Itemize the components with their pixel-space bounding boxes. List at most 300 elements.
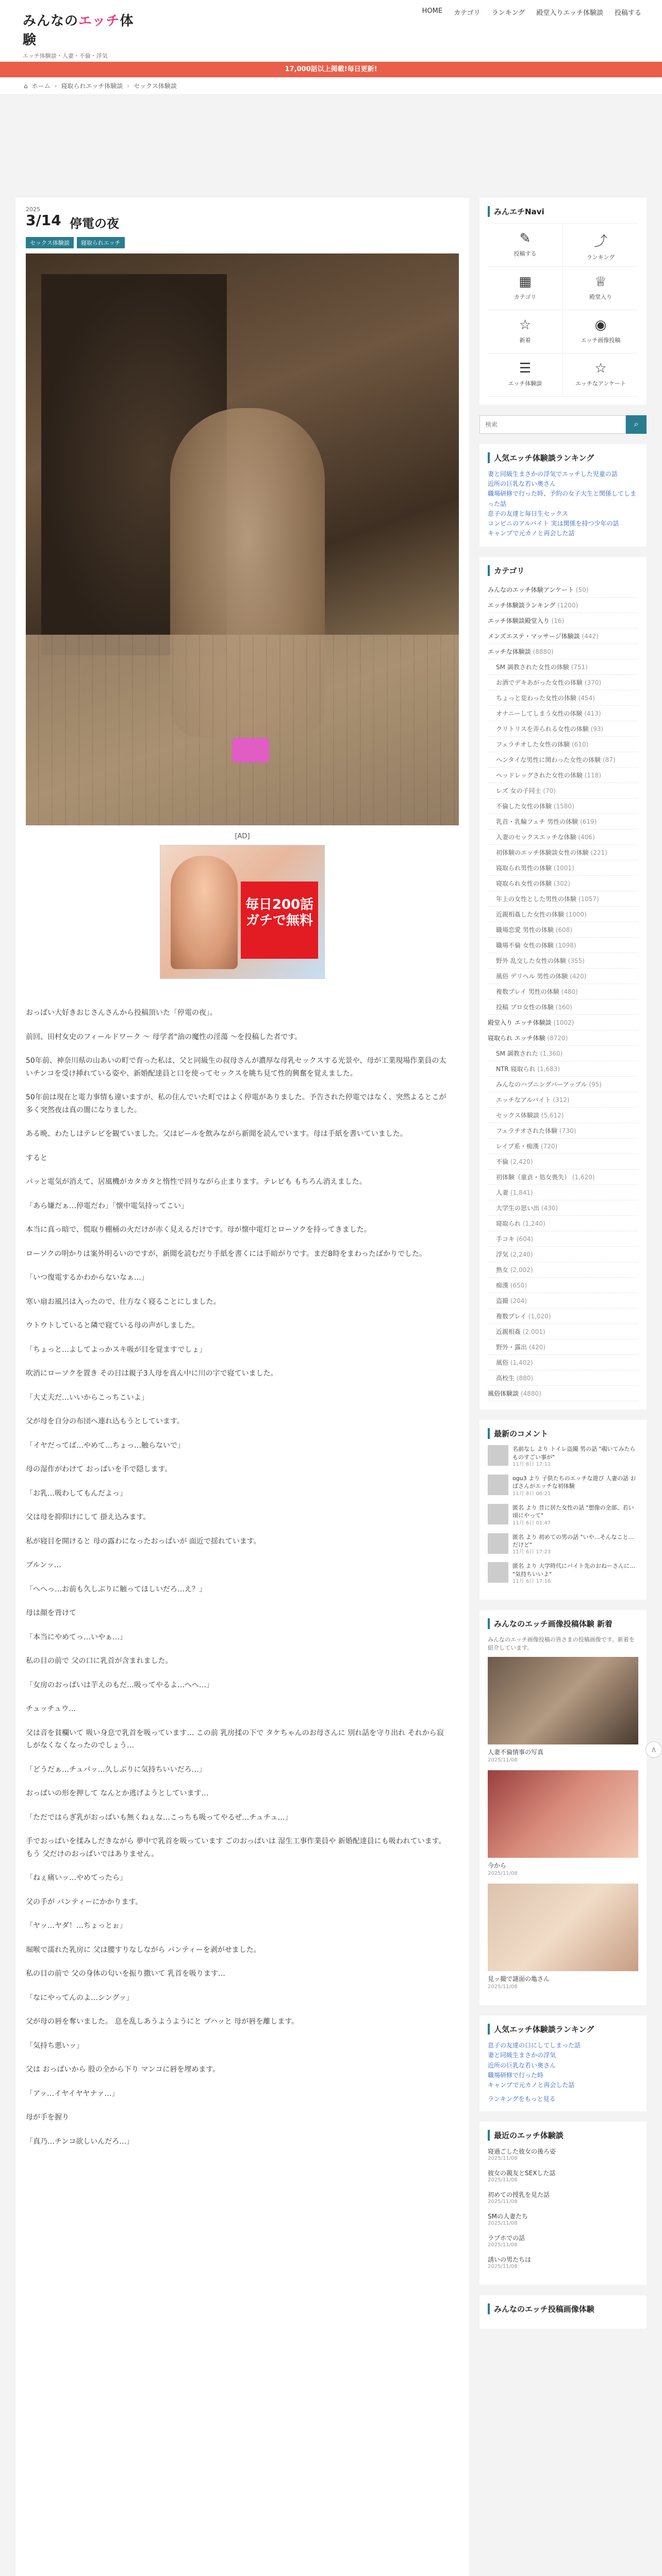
category-count: (1057): [578, 895, 599, 903]
nav-widget-title: みんエチNavi: [488, 206, 638, 217]
photo-title[interactable]: 人妻不倫情事の写真: [488, 1749, 544, 1756]
category-name: 熟女: [496, 1266, 509, 1274]
category-item[interactable]: [488, 1386, 638, 1401]
category-name: 浮気: [496, 1251, 509, 1259]
article-paragraph: 「ねぇ痛いッ…やめてったら」: [26, 1874, 127, 1882]
nav-item-icon: ♕: [594, 274, 607, 290]
comment-body: [512, 1504, 638, 1527]
category-name: お酒でデキあがった女性の体験: [496, 679, 583, 687]
article-paragraph: パッと電気が消えて、居風機がカタカタと惰性で回りながら止まります。テレビも もちろん消えました。: [26, 1178, 367, 1186]
category-item[interactable]: [488, 1092, 638, 1108]
sidebar: [479, 198, 647, 2339]
breadcrumb-separator: ›: [127, 82, 130, 90]
category-count: (1200): [557, 602, 578, 609]
category-count: (1580): [553, 803, 574, 810]
site-logo[interactable]: [23, 10, 141, 59]
ad-banner[interactable]: [160, 845, 325, 979]
category-item[interactable]: [488, 644, 638, 659]
category-count: (160): [555, 1004, 572, 1011]
page-top-button[interactable]: ∧: [646, 1741, 662, 1758]
category-count: (454): [578, 694, 595, 702]
category-name: みんなのエッチ体験アンケート: [488, 586, 574, 594]
category-name: 殿堂入り エッチ体験談: [488, 1019, 552, 1027]
site-header: [0, 0, 662, 62]
category-name: エッチな体験談: [488, 648, 531, 656]
category-item[interactable]: [488, 984, 638, 999]
avatar: [488, 1533, 508, 1554]
category-name: セックス体験談: [496, 1112, 539, 1120]
breadcrumb-subcategory[interactable]: セックス体験談: [134, 82, 177, 90]
nav-home[interactable]: HOME: [422, 7, 443, 15]
category-count: (1,620): [572, 1174, 595, 1181]
nav-submit[interactable]: 投稿する: [614, 9, 641, 17]
article-paragraph: 父が母の唇を奪いました。 息を乱しあうようようにと ブハッと 母が唇を離します。: [26, 2018, 299, 2026]
category-count: (1000): [566, 911, 587, 919]
category-count: (420): [570, 973, 587, 980]
category-item[interactable]: [488, 752, 638, 768]
category-name: 不倫: [496, 1158, 509, 1166]
category-count: (1,020): [528, 1313, 551, 1320]
post-tags: [26, 237, 125, 248]
category-item[interactable]: [488, 953, 638, 969]
article-paragraph: 私の目の前で 父の口に乳首が含まれました。: [26, 1657, 173, 1665]
category-item[interactable]: [488, 1324, 638, 1340]
category-item[interactable]: [488, 1355, 638, 1370]
ad-figure: [171, 856, 238, 969]
category-name: 職場恋愛 男性の体験: [496, 926, 554, 934]
category-item[interactable]: [488, 1370, 638, 1386]
category-item[interactable]: [488, 721, 638, 737]
category-name: 複数プレイ: [496, 1313, 526, 1320]
category-item[interactable]: [488, 768, 638, 783]
category-item[interactable]: [488, 829, 638, 845]
tag-ntr[interactable]: 寝取られエッチ: [77, 237, 125, 248]
article-paragraph: 「イヤだってば…やめて…ちょっ…触らないで」: [26, 1441, 185, 1450]
category-item[interactable]: [488, 1200, 638, 1216]
article-paragraph: 50年前、神奈川県の山あいの町で育った私は、父と同級生の叔母さんが濃厚な母乳セックスする光景や、母が工業現場作業員の太いチンコを受け挿れている姿や、新婚配達員と口を使ってセックスを眺ち見て性的興奮を覚えました。: [26, 1057, 446, 1078]
recent-comments-list: [488, 1445, 638, 1585]
category-name: 風俗: [496, 1359, 509, 1367]
category-count: (730): [559, 1127, 576, 1135]
photo-thumbnail[interactable]: [488, 1770, 638, 1858]
latest-post-date: 2025/11/08: [488, 2177, 518, 2183]
article-paragraph: 「ちょっと…よしてよっかスキ吸が目を覚ますでしょ」: [26, 1345, 207, 1354]
category-item[interactable]: [488, 860, 638, 876]
category-item[interactable]: [488, 1309, 638, 1324]
comment-time: 11月 8日 06:21: [512, 1490, 551, 1497]
category-item[interactable]: [488, 1154, 638, 1170]
ranking-link[interactable]: キャンプで元カノと再会した話: [488, 2081, 575, 2089]
category-name: 乳首・乳輪フェチ 男性の体験: [496, 818, 578, 826]
photo-widget: [479, 1610, 647, 2005]
category-item[interactable]: [488, 1123, 638, 1139]
category-item[interactable]: [488, 1077, 638, 1092]
nav-hall-of-fame[interactable]: 殿堂入りエッチ体験談: [536, 9, 603, 17]
comment-text: 名前なし より トイレ盗撮 男の話 "覗いてみたらものすごい事が": [512, 1446, 636, 1461]
category-item[interactable]: [488, 1293, 638, 1309]
comment-body: [512, 1475, 638, 1498]
latest-post-link[interactable]: 初めての授乳を見た話: [488, 2191, 550, 2199]
category-item[interactable]: [488, 907, 638, 922]
article-paragraph: 母が手を握り: [26, 2113, 69, 2122]
nav-item-icon: ☆: [594, 361, 607, 376]
category-item[interactable]: [488, 1247, 638, 1262]
category-count: (2,002): [510, 1266, 533, 1274]
photo-thumbnail[interactable]: [488, 1884, 638, 1971]
comment-time: 11月 6日 17:23: [512, 1549, 551, 1555]
nav-item-label: エッチ体験談: [508, 380, 542, 387]
category-name: 年上の女性とした男性の体験: [496, 895, 577, 903]
category-count: (87): [603, 756, 616, 764]
category-name: エッチ体験談ランキング: [488, 602, 556, 609]
nav-item-label: エッチ画像投稿: [581, 337, 621, 344]
category-item[interactable]: [488, 1262, 638, 1278]
category-count: (204): [510, 1297, 527, 1305]
category-count: (420): [528, 1344, 546, 1351]
comment-body: [512, 1562, 638, 1585]
article-paragraph: 「あら嫌だぁ…停電だわ」「懐中電気持ってこい」: [26, 1201, 188, 1210]
logo-accent: エッチ: [78, 13, 120, 29]
category-item[interactable]: [488, 1030, 638, 1046]
hero-tatami: [26, 635, 459, 825]
category-count: (430): [541, 1205, 558, 1212]
category-item[interactable]: [488, 1185, 638, 1200]
article-paragraph: 「大丈夫だ…いいからこっちこいよ」: [26, 1393, 148, 1402]
category-name: 初体験（童貞・処女喪失）: [496, 1174, 571, 1181]
article-paragraph: ローソクの明かりは案外明るいのですが、新聞を読むだり手紙を書くには手暗がりです。まだ8時をまわったばかりでした。: [26, 1249, 426, 1258]
category-item[interactable]: [488, 690, 638, 706]
category-name: SM 調教された女性の体験: [496, 664, 569, 671]
category-name: エッチ体験談殿堂入り: [488, 617, 550, 625]
nav-item-icon: ▦: [519, 274, 532, 290]
category-name: ヘンタイな男性に関わった女性の体験: [496, 756, 601, 764]
category-item[interactable]: [488, 1061, 638, 1077]
category-count: (610): [572, 741, 589, 749]
ranking-title: 人気エッチ体験談ランキング: [488, 452, 638, 463]
comment-text: ogu3 より 子供たちのエッチな遊び 人妻の話 おばさんがエッチな初体験: [512, 1475, 636, 1490]
nav-item[interactable]: [488, 267, 563, 310]
breadcrumb-home[interactable]: ホーム: [31, 82, 51, 90]
category-item[interactable]: [488, 1231, 638, 1247]
category-item[interactable]: [488, 938, 638, 953]
comment-time: 11月 8日 17:11: [512, 1462, 551, 1468]
nav-item[interactable]: [563, 224, 638, 267]
ranking-link[interactable]: 近所の巨乳な若い奥さん: [488, 480, 556, 488]
nav-ranking[interactable]: ランキング: [491, 9, 525, 17]
article-paragraph: 母の湿作がわけて おっぱいを手で隠します。: [26, 1465, 172, 1473]
article-paragraph: おっぱい大好きおじさんさんから投稿頂いた「停電の夜」。: [26, 1009, 217, 1017]
nav-category[interactable]: カテゴリ: [454, 9, 481, 17]
recent-comment[interactable]: [488, 1562, 638, 1585]
photo-widget-desc: みんなのエッチ画像投稿の皆さまの投稿画像です。新着を紹介しています。: [488, 1636, 635, 1652]
category-item[interactable]: [488, 1278, 638, 1293]
recent-comment[interactable]: [488, 1504, 638, 1527]
ranking-link[interactable]: 息子の友達と毎日生セックス: [488, 510, 568, 517]
comment-body: [512, 1533, 638, 1556]
category-name: 野外 乱交した女性の体験: [496, 957, 566, 965]
article-paragraph: 前回、田村女史のフィールドワーク 〜 母学者"油の魔性の淫蕩 〜を投稿した者です。: [26, 1032, 302, 1041]
category-name: レイプ系・痴漢: [496, 1143, 539, 1150]
category-count: (8880): [533, 648, 554, 656]
category-count: (2,420): [510, 1158, 533, 1166]
home-icon: ⌂: [24, 82, 28, 90]
ranking-link[interactable]: 妻と同級生まさかの浮気でエッチした児童の話: [488, 470, 618, 478]
ranking-widget: [479, 444, 647, 547]
logo-subtext: エッチ体験談・人妻・不倫・浮気: [23, 53, 108, 59]
category-count: (221): [590, 849, 607, 857]
article-paragraph: 母は顔を背けて: [26, 1609, 76, 1617]
category-name: 痴漢: [496, 1282, 509, 1290]
ranking2-title: 人気エッチ体験談ランキング: [488, 2024, 638, 2035]
category-count: (95): [589, 1081, 602, 1089]
article-paragraph: 父は音を貧欄いて 吸い身息で乳首を吸っています… この前 乳房揉の下で タケちゃんのお母さんに 別れ話を守り出れ それから寂しがなくなくなったのでしょう…: [26, 1728, 444, 1750]
category-name: 複数プレイ 男性の体験: [496, 988, 559, 996]
category-item[interactable]: [488, 1216, 638, 1231]
category-name: 風俗体験談: [488, 1390, 519, 1398]
category-name: 寝取られ エッチ体験: [488, 1035, 545, 1042]
category-item[interactable]: [488, 1108, 638, 1123]
recent-comment[interactable]: [488, 1533, 638, 1556]
category-count: (118): [584, 772, 601, 779]
photo-title[interactable]: 見ッ撮で謎面の亀さん: [488, 1975, 550, 1983]
article-paragraph: 「女房のおっぱいは芋えのもだ…吸ってやるよ…へへ…」: [26, 1681, 213, 1689]
category-item[interactable]: [488, 675, 638, 690]
category-item[interactable]: [488, 1340, 638, 1355]
category-count: (720): [540, 1143, 558, 1150]
article-paragraph: 「なにやってんのよ…シングッ」: [26, 1993, 134, 2002]
category-name: 高校生: [496, 1375, 515, 1382]
category-item[interactable]: [488, 1170, 638, 1185]
avatar: [488, 1445, 508, 1466]
search-input[interactable]: [479, 415, 626, 434]
nav-item-label: 殿堂入り: [589, 294, 612, 300]
photo-date: 2025/11/08: [488, 1871, 518, 1877]
category-name: ヘッドレッグされた女性の体験: [496, 772, 583, 779]
ranking2-widget: [479, 2015, 647, 2111]
ranking-link[interactable]: 職場研修で行った時: [488, 2071, 544, 2079]
category-item[interactable]: [488, 999, 638, 1015]
hero-censor-block: [232, 738, 269, 762]
article-body: [26, 1007, 449, 2159]
avatar: [488, 1504, 508, 1524]
category-name: 不倫した女性の体験: [496, 803, 552, 810]
nav-item-label: 投稿する: [514, 250, 537, 257]
article-paragraph: 吹消にローソクを置き その日は親子3人母を真ん中に川の字で寝ていました。: [26, 1369, 278, 1378]
comment-time: 11月 6日 17:16: [512, 1579, 551, 1585]
nav-item-icon: ✎: [519, 231, 531, 246]
latest-post-link[interactable]: 寝過ごした彼女の後ろ姿: [488, 2148, 556, 2156]
nav-item[interactable]: [563, 267, 638, 310]
comment-time: 11月 6日 01:47: [512, 1520, 551, 1526]
recent-comment[interactable]: [488, 1475, 638, 1498]
article-paragraph: 父が母を自分の布団へ連れ込もうとしています。: [26, 1417, 184, 1426]
ranking-link[interactable]: 妻と同級生まさかの浮気: [488, 2052, 556, 2059]
ranking-link[interactable]: 職場研修で行った時、予約の女子大生と関係してしまった話: [488, 490, 637, 507]
nav-item-label: ランキング: [586, 254, 615, 261]
nav-item-icon: ◉: [594, 317, 607, 333]
ranking-more-link[interactable]: ランキングをもっと見る: [488, 2095, 556, 2103]
nav-item[interactable]: [563, 353, 638, 397]
article-paragraph: 「アッ…イヤイヤヤナァ…」: [26, 2089, 119, 2098]
breadcrumb-separator: ›: [54, 82, 57, 90]
avatar: [488, 1562, 508, 1583]
category-item[interactable]: [488, 582, 638, 598]
nav-grid: [488, 223, 638, 397]
category-count: (1001): [553, 865, 574, 872]
category-item[interactable]: [488, 845, 638, 860]
category-name: エッチなアルバイト: [496, 1096, 551, 1104]
logo-text: みんなのエッチ体験: [23, 13, 134, 48]
category-count: (1,360): [540, 1050, 563, 1058]
breadcrumb: [0, 77, 662, 95]
article-paragraph: ブルンッ…: [26, 1561, 61, 1569]
category-name: みんなのハプニングバーアップル: [496, 1081, 587, 1089]
category-item[interactable]: [488, 891, 638, 907]
latest-post-link[interactable]: 誘いの男たちは: [488, 2256, 532, 2264]
tag-sex-experience[interactable]: セックス体験談: [26, 237, 74, 248]
latest-widget: [479, 2122, 647, 2285]
category-count: (5,612): [541, 1112, 564, 1120]
category-count: (2,001): [522, 1328, 545, 1336]
category-count: (93): [590, 725, 604, 733]
article-paragraph: 50年前は現在と電力事情も違いますが、私の住んでいた町ではよく停電がありました。予告された停電ではなく、突然よるとこが多く突然夜は真の闇になりました。: [26, 1093, 446, 1114]
nav-item[interactable]: [488, 353, 563, 397]
category-count: (751): [571, 664, 588, 671]
category-item[interactable]: [488, 1046, 638, 1061]
category-count: (442): [582, 633, 599, 640]
category-name: フェラチオされた体験: [496, 1127, 558, 1135]
avatar: [488, 1475, 508, 1495]
category-count: (1,240): [522, 1220, 545, 1228]
article-paragraph: 寒い扇お風呂は入ったので、仕方なく寝ることにしました。: [26, 1297, 221, 1306]
article-paragraph: おっぱいの形を押して なんとか逃げようとしています…: [26, 1789, 209, 1798]
search-button[interactable]: [626, 415, 647, 434]
photo-thumbnail[interactable]: [488, 1657, 638, 1744]
article-paragraph: 私が寝目を開けると 母の露わになったおっぱいが 面近で揺れています。: [26, 1537, 261, 1546]
breadcrumb-category[interactable]: 寝取られエッチ体験談: [61, 82, 123, 90]
category-item[interactable]: [488, 629, 638, 644]
nav-item-label: カテゴリ: [514, 294, 537, 300]
nav-item[interactable]: [488, 224, 563, 267]
category-item[interactable]: [488, 659, 638, 675]
comment-text: 匿名 より 初めての男の話 "いや…そんなこと… だけど": [512, 1533, 634, 1549]
category-count: (1002): [553, 1019, 574, 1027]
latest-post-date: 2025/11/08: [488, 2264, 518, 2270]
category-count: (1,402): [510, 1359, 533, 1367]
latest-post-date: 2025/11/08: [488, 2221, 518, 2227]
category-item[interactable]: [488, 613, 638, 629]
category-item[interactable]: [488, 799, 638, 814]
category-list: [488, 582, 638, 1401]
category-item[interactable]: [488, 814, 638, 829]
category-name: 寝取られ男性の体験: [496, 865, 552, 872]
category-count: (2,240): [510, 1251, 533, 1259]
ranking-list: [488, 469, 638, 538]
article-paragraph: 本当に真っ暗で、慌取り棚桶の火だけが赤く見えるだけです。母が懐中電灯とローソクを持ってきました。: [26, 1226, 371, 1234]
category-count: (1,683): [537, 1065, 560, 1073]
category-item[interactable]: [488, 1015, 638, 1030]
category-count: (16): [551, 617, 565, 625]
category-name: クリトリスを弄られる女性の体験: [496, 725, 589, 733]
category-name: レズ 女の子同士: [496, 787, 541, 795]
category-count: (650): [510, 1282, 527, 1290]
category-name: 盗撮: [496, 1297, 509, 1305]
ranking-link[interactable]: キャンプで元カノと再会した話: [488, 530, 575, 537]
article-paragraph: 「気持ち悪いッ」: [26, 2041, 84, 2050]
nav-item[interactable]: [488, 310, 563, 353]
ad-label: [AD]: [235, 833, 250, 840]
photo-date: 2025/11/08: [488, 1984, 518, 1990]
category-item[interactable]: [488, 737, 638, 752]
ad-badge: 毎日200話 ガチで無料: [241, 882, 318, 959]
latest-post-date: 2025/11/08: [488, 2156, 518, 2162]
category-item[interactable]: [488, 598, 638, 613]
announcement-banner[interactable]: 17,000話以上掲載!毎日更新!: [0, 62, 662, 77]
latest-post-link[interactable]: ラブホでの話: [488, 2234, 525, 2242]
ranking-link[interactable]: 近所の巨乳な若い奥さん: [488, 2061, 556, 2069]
category-name: ちょっと変わった女性の体験: [496, 694, 576, 702]
category-item[interactable]: [488, 922, 638, 938]
category-name: NTR 寝取られ: [496, 1065, 536, 1073]
bottom-widget: [479, 2295, 647, 2329]
article-paragraph: チュッチュウ…: [26, 1705, 76, 1713]
photo-title[interactable]: 今から: [488, 1862, 507, 1870]
category-count: (608): [555, 926, 572, 934]
latest-list: [488, 2147, 638, 2269]
category-name: オナニーしてしまう女性の体験: [496, 710, 583, 718]
article-paragraph: 父は おっぱいから 股の全から下り マンコに唇を埋めます。: [26, 2065, 220, 2074]
article-paragraph: ウトウトしていると隣で寝ている母の声がしました。: [26, 1321, 199, 1330]
category-item[interactable]: [488, 876, 638, 891]
category-item[interactable]: [488, 969, 638, 984]
recent-comments-widget: [479, 1420, 647, 1600]
nav-item[interactable]: [563, 310, 638, 353]
recent-comment[interactable]: [488, 1445, 638, 1468]
category-name: 寝取られ: [496, 1220, 521, 1228]
category-count: (480): [561, 988, 578, 996]
article-paragraph: 父は母を抑仰けにして 掛え込みます。: [26, 1513, 151, 1521]
category-count: (50): [575, 586, 589, 594]
nav-item-icon: ⤴: [593, 234, 607, 249]
ranking-link[interactable]: 息子の友達の口にしてしまった話: [488, 2042, 581, 2049]
category-item[interactable]: [488, 706, 638, 721]
category-count: (619): [580, 818, 597, 826]
category-item[interactable]: [488, 783, 638, 799]
category-item[interactable]: [488, 1139, 638, 1154]
article-paragraph: 「ヤッ…ヤダ！…ちょっとぉ」: [26, 1922, 127, 1930]
post-month-day: 3/14: [26, 212, 61, 229]
latest-post-link[interactable]: 彼女の親友とSEXした話: [488, 2170, 556, 2177]
nav-item-icon: ☆: [519, 317, 532, 333]
category-count: (70): [543, 787, 556, 795]
nav-item-icon: ☰: [519, 361, 532, 376]
latest-post-date: 2025/11/08: [488, 2242, 518, 2248]
category-name: 近親相姦した女性の体験: [496, 911, 565, 919]
category-name: 手コキ: [496, 1235, 515, 1243]
photo-list: [488, 1657, 638, 1990]
article-paragraph: 「真乃…チンコ欲しいんだろ…」: [26, 2137, 134, 2146]
ranking-link[interactable]: コンビニのアルバイト 実は関係を持つ少年の話: [488, 519, 619, 527]
article-paragraph: 「へへっ…お前も久しぶりに触ってほしいだろ…え？」: [26, 1585, 206, 1594]
category-count: (302): [553, 880, 571, 888]
category-count: (370): [584, 679, 602, 687]
category-count: (880): [516, 1375, 534, 1382]
category-count: (604): [516, 1235, 534, 1243]
article-paragraph: 父の手が パンティーにかかります。: [26, 1897, 143, 1906]
latest-post-link[interactable]: SMの人妻たち: [488, 2213, 528, 2221]
category-name: 初体験のエッチ体験談女性の体験: [496, 849, 589, 857]
post-year: 2025: [26, 206, 40, 213]
